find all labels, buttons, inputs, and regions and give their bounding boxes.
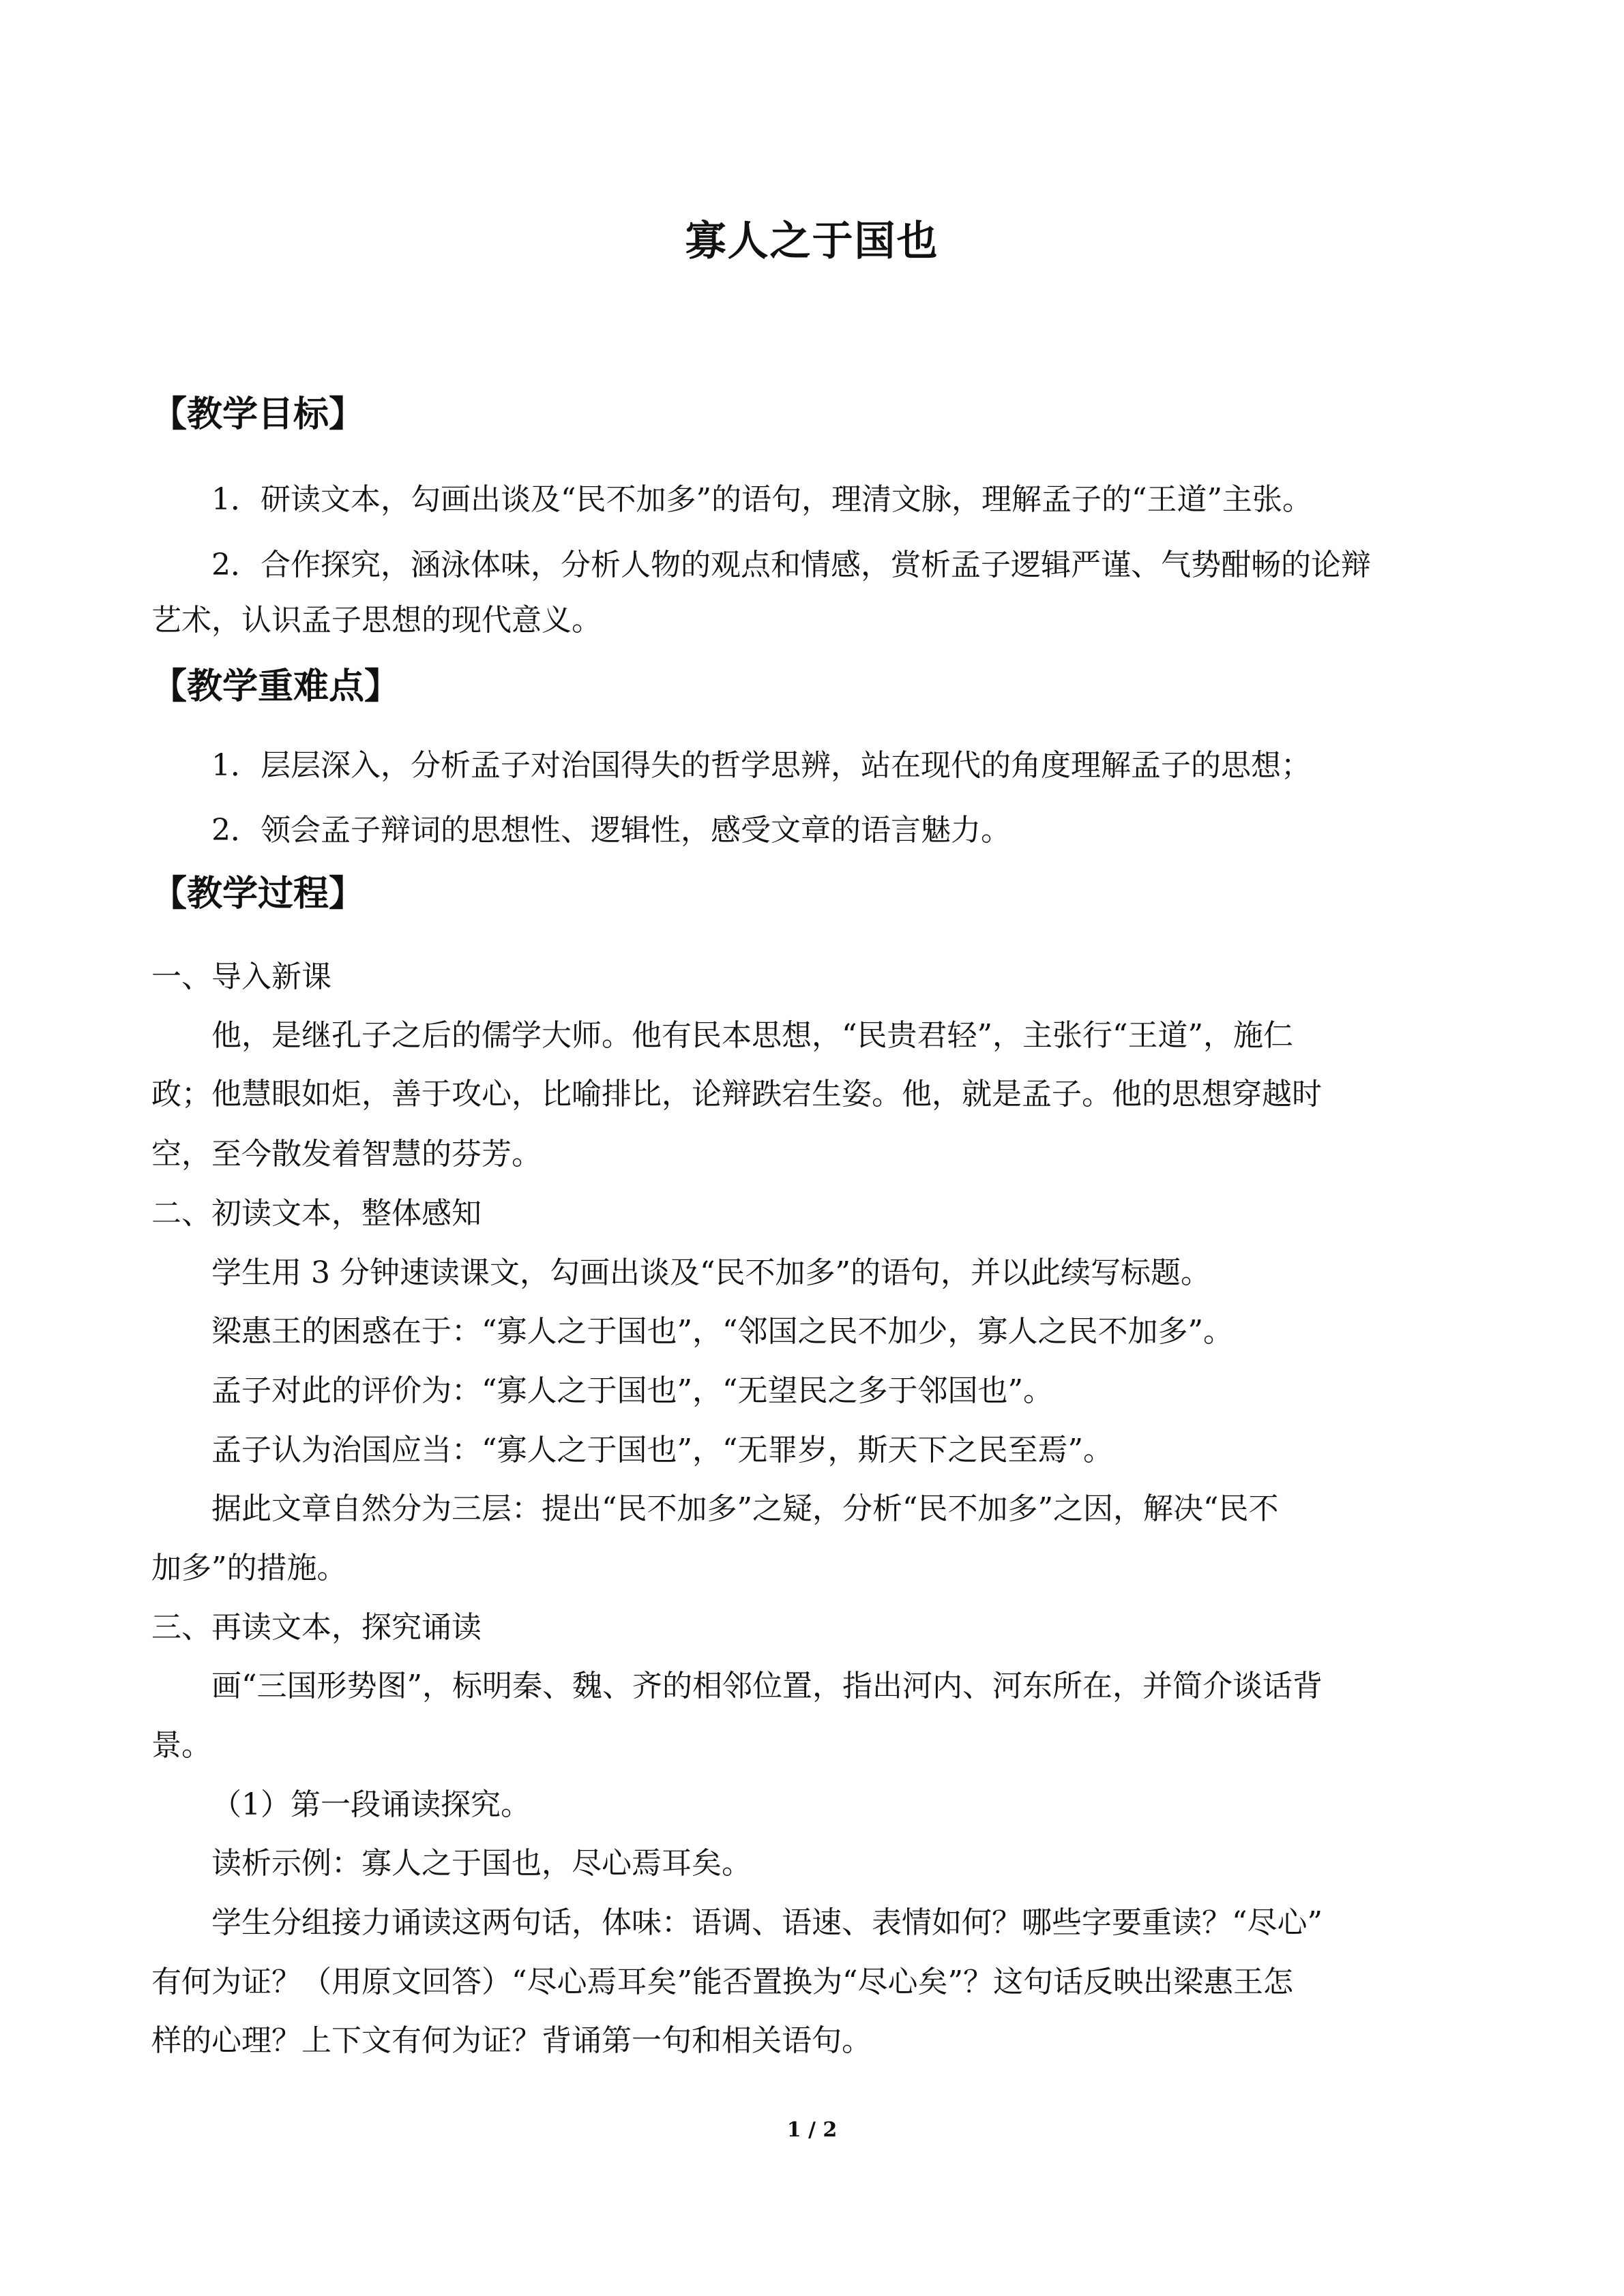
part1-line-3: 空，至今散发着智慧的芬芳。 [151,1137,542,1172]
heading-process: 【教学过程】 [151,874,365,914]
goals-line-3: 艺术，认识孟子思想的现代意义。 [151,603,602,638]
part2-line-6: 加多”的措施。 [151,1551,347,1585]
part2-line-4: 孟子认为治国应当：“寡人之于国也”，“无罪岁，斯天下之民至焉”。 [211,1433,1113,1467]
part3-line-1: 画“三国形势图”，标明秦、魏、齐的相邻位置，指出河内、河东所在，并简介谈话背 [211,1669,1323,1703]
part2-line-1: 学生用 3 分钟速读课文，勾画出谈及“民不加多”的语句，并以此续写标题。 [211,1255,1211,1290]
goals-line-2: 2．合作探究，涵泳体味，分析人物的观点和情感，赏析孟子逻辑严谨、气势酣畅的论辩 [211,548,1371,582]
part2-line-5: 据此文章自然分为三层：提出“民不加多”之疑，分析“民不加多”之因，解决“民不 [211,1491,1279,1526]
key-points-line-2: 2．领会孟子辩词的思想性、逻辑性，感受文章的语言魅力。 [211,813,1011,848]
part3-line-7: 样的心理？上下文有何为证？背诵第一句和相关语句。 [151,2023,872,2058]
key-points-line-1: 1．层层深入，分析孟子对治国得失的哲学思辨，站在现代的角度理解孟子的思想； [211,748,1311,783]
part3-line-4: 读析示例：寡人之于国也，尽心焉耳矣。 [211,1846,752,1881]
part1-title: 一、导入新课 [151,959,331,994]
part3-line-5: 学生分组接力诵读这两句话，体味：语调、语速、表情如何？哪些字要重读？“尽心” [211,1905,1323,1940]
heading-goals: 【教学目标】 [151,394,365,435]
page-number: 1 / 2 [786,2118,838,2142]
part3-line-6: 有何为证？（用原文回答）“尽心焉耳矣”能否置换为“尽心矣”？这句话反映出梁惠王怎 [151,1965,1293,1999]
part1-line-1: 他，是继孔子之后的儒学大师。他有民本思想，“民贵君轻”，主张行“王道”，施仁 [211,1018,1293,1053]
part1-line-2: 政；他慧眼如炬，善于攻心，比喻排比，论辩跌宕生姿。他，就是孟子。他的思想穿越时 [151,1077,1322,1112]
goals-line-1: 1．研读文本，勾画出谈及“民不加多”的语句，理清文脉，理解孟子的“王道”主张。 [211,482,1312,517]
part3-title: 三、再读文本，探究诵读 [151,1610,482,1645]
part2-title: 二、初读文本，整体感知 [151,1196,482,1231]
part2-line-3: 孟子对此的评价为：“寡人之于国也”，“无望民之多于邻国也”。 [211,1373,1053,1408]
part3-line-3: （1）第一段诵读探究。 [211,1787,531,1822]
part3-line-2: 景。 [151,1728,211,1763]
part2-line-2: 梁惠王的困惑在于：“寡人之于国也”，“邻国之民不加少，寡人之民不加多”。 [211,1314,1233,1349]
heading-key-points: 【教学重难点】 [151,666,400,707]
document-title: 寡人之于国也 [685,218,939,265]
